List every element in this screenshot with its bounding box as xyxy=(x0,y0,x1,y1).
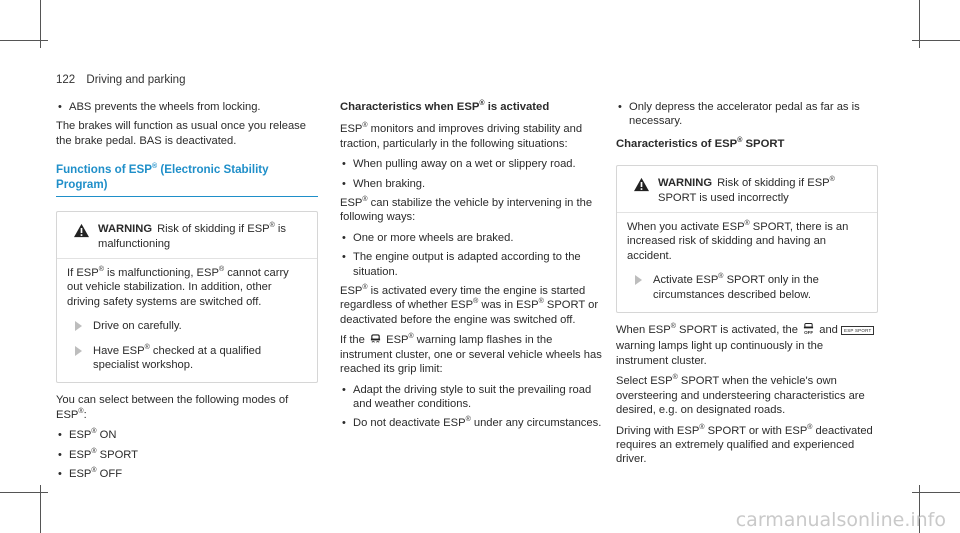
crop-mark xyxy=(40,0,41,48)
paragraph: ESP® monitors and improves driving stability and traction, particularly in the following situations: xyxy=(340,122,583,150)
column-1 xyxy=(56,100,318,487)
action-step: Activate ESP® SPORT only in the circumstances described below. xyxy=(627,273,867,302)
list-item: • ESP® SPORT xyxy=(56,448,318,462)
section-title: Driving and parking xyxy=(86,74,186,86)
warning-body: If ESP® is malfunctioning, ESP® cannot carry out vehicle stabilization. In addition, other driving safety systems are switched off. xyxy=(67,266,289,308)
list-item: • Adapt the driving style to suit the prevailing road and weather conditions. xyxy=(340,383,602,412)
warning-triangle-icon xyxy=(633,177,650,192)
crop-mark xyxy=(919,0,920,48)
warning-box xyxy=(56,211,318,383)
page-number: 122 xyxy=(56,74,76,86)
watermark: carmanualsonline.info xyxy=(735,508,946,531)
list-item: • Only depress the accelerator pedal as far as is necessary. xyxy=(616,100,878,129)
list-item: • When braking. xyxy=(340,177,602,191)
warning-title: WARNING Risk of skidding if ESP® is malfunctioning xyxy=(98,222,286,250)
paragraph: ESP® can stabilize the vehicle by intervening in the following ways: xyxy=(340,196,593,224)
paragraph: Driving with ESP® SPORT or with ESP® deactivated requires an extremely qualified and experienced driver. xyxy=(616,423,873,466)
warning-triangle-icon xyxy=(73,223,90,238)
paragraph: If the ESP® warning lamp flashes in the instrument cluster, one or several vehicle wheels has reached its grip limit: xyxy=(340,333,602,376)
action-step: Drive on carefully. xyxy=(67,319,307,333)
paragraph: You can select between the following modes of ESP®: xyxy=(56,394,289,421)
paragraph: When ESP® SPORT is activated, the OFF and ESP SPORT warning lamps light up continuously in the instrument cluster. xyxy=(616,323,878,368)
paragraph: The brakes will function as usual once you release the brake pedal. BAS is deactivated. xyxy=(56,120,306,147)
warning-body: When you activate ESP® SPORT, there is an increased risk of skidding and having an accident. xyxy=(627,220,849,262)
esp-off-icon: OFF xyxy=(803,323,814,339)
list-item: • ABS prevents the wheels from locking. xyxy=(56,100,318,114)
skid-car-icon xyxy=(370,334,381,345)
list-item: • ESP® OFF xyxy=(56,467,318,481)
column-2 xyxy=(340,100,602,436)
warning-box xyxy=(616,165,878,313)
list-item: • ESP® ON xyxy=(56,428,318,442)
list-item: • The engine output is adapted according to the situation. xyxy=(340,250,602,279)
list-item: • One or more wheels are braked. xyxy=(340,231,602,245)
action-step: Have ESP® checked at a qualified specialist workshop. xyxy=(67,344,307,373)
list-item: • When pulling away on a wet or slippery road. xyxy=(340,157,602,171)
list-item: • Do not deactivate ESP® under any circumstances. xyxy=(340,416,602,430)
section-heading-esp-functions: Functions of ESP® (Electronic Stability Program) xyxy=(56,162,318,197)
section-heading-esp-activated: Characteristics when ESP® is activated xyxy=(340,100,550,113)
section-heading-esp-sport: Characteristics of ESP® SPORT xyxy=(616,136,785,150)
esp-sport-icon: ESP SPORT xyxy=(841,326,874,335)
crop-mark xyxy=(40,485,41,533)
column-3 xyxy=(616,100,878,473)
paragraph: Select ESP® SPORT when the vehicle's own oversteering and understeering characteristics are desired, e.g. on designated roads. xyxy=(616,374,865,417)
warning-title: WARNING Risk of skidding if ESP® SPORT is used incorrectly xyxy=(658,176,835,204)
paragraph: ESP® is activated every time the engine is started regardless of whether ESP® was in ESP® SPORT or deactivated before the engine was switched off. xyxy=(340,284,599,326)
page-header xyxy=(56,73,185,87)
